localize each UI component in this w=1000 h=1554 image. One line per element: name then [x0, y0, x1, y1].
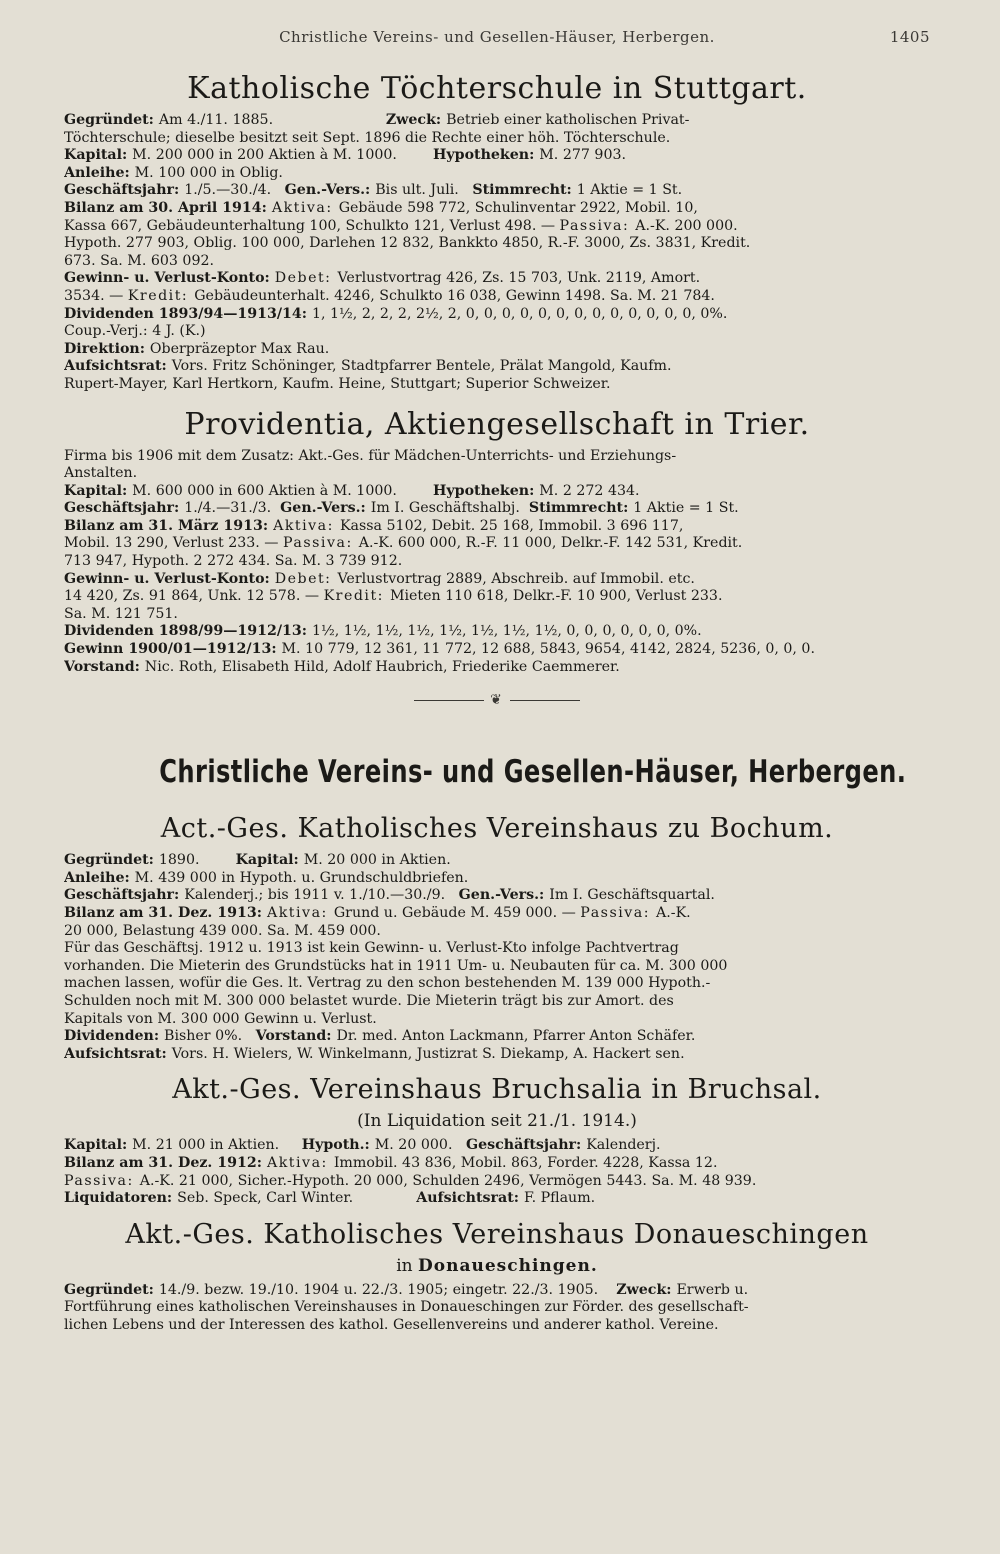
field-text: Sa. M. 121 751. [64, 605, 178, 622]
field-text: 20 000, Belastung 439 000. Sa. M. 459 000. [64, 922, 381, 939]
text-line [64, 200, 930, 218]
field-text: 713 947, Hypoth. 2 272 434. Sa. M. 3 739 912. [64, 553, 403, 570]
field-label: Kapital: [235, 852, 304, 869]
text-line [64, 270, 930, 288]
field-label: Geschäftsjahr: [64, 500, 185, 517]
field-label: Bilanz am 31. März 1913: [64, 517, 274, 534]
text-line [64, 306, 930, 324]
field-label: Direktion: [64, 340, 150, 357]
field-text: A.-K. 21 000, Sicher.-Hypoth. 20 000, Schulden 2496, Vermögen 5443. Sa. M. 48 939. [139, 1172, 757, 1189]
field-label: Aufsichtsrat: [416, 1190, 524, 1207]
field-text: 3534. — [64, 287, 128, 304]
section-title: Christliche Vereins- und Gesellen-Häuser, Herbergen. [159, 754, 907, 791]
text-line [64, 1011, 930, 1029]
text-line [64, 852, 930, 870]
field-text: 1890. [158, 852, 236, 869]
company-title: Akt.-Ges. Vereinshaus Bruchsalia in Bruchsal. [172, 1074, 822, 1106]
field-text: 673. Sa. M. 603 092. [64, 252, 215, 269]
text-line [64, 147, 930, 165]
company-title: Akt.-Ges. Katholisches Vereinshaus Donaueschingen [125, 1218, 869, 1250]
field-text: Kapitals von M. 300 000 Gewinn u. Verlust. [64, 1010, 377, 1027]
field-text: Mieten 110 618, Delkr.-F. 10 900, Verlust 233. [389, 588, 723, 605]
text-line [64, 518, 930, 536]
text-line [64, 323, 930, 341]
field-text: Bis ult. Juli. [375, 182, 473, 199]
text-line [64, 535, 930, 553]
section-ornament: ❦ [64, 692, 930, 708]
field-label: Anleihe: [64, 164, 135, 181]
spaced-label: Aktiva: [266, 905, 334, 921]
field-label: Geschäftsjahr: [64, 182, 185, 199]
field-label: Kapital: [64, 482, 133, 499]
text-line [64, 905, 930, 923]
field-label: Hypotheken: [433, 482, 540, 499]
company-entries [64, 72, 930, 676]
field-label: Bilanz am 31. Dez. 1913: [64, 905, 267, 921]
field-label: Stimmrecht: [472, 182, 577, 199]
section-company-entries [64, 812, 930, 1334]
field-text: Töchterschule; dieselbe besitzt seit Sept. 1896 die Rechte einer höh. Töchterschule. [64, 129, 671, 146]
field-label: Gewinn- u. Verlust-Konto: [64, 570, 275, 587]
field-text: A.-K. 200 000. [635, 217, 738, 234]
field-text: Im I. Geschäftsquartal. [549, 887, 715, 904]
company-entry [64, 812, 930, 1063]
text-line [64, 623, 930, 641]
company-entry [64, 408, 930, 677]
field-text: Vors. H. Wielers, W. Winkelmann, Justizrat S. Diekamp, A. Hackert sen. [171, 1045, 685, 1062]
text-line [64, 1046, 930, 1064]
text-line [64, 1155, 930, 1173]
field-label: Gegründet: [64, 112, 159, 128]
spaced-label: Kredit: [323, 588, 390, 605]
running-title: Christliche Vereins- und Gesellen-Häuser, Herbergen. [279, 28, 715, 46]
field-text: Erwerb u. [676, 1281, 749, 1298]
text-line [64, 341, 930, 359]
field-label: Liquidatoren: [64, 1190, 178, 1207]
field-label: Hypotheken: [433, 147, 540, 164]
text-line [64, 235, 930, 253]
text-line [64, 500, 930, 518]
spaced-label: Passiva: [580, 905, 657, 921]
spaced-label: Aktiva: [266, 1154, 334, 1171]
field-text: M. 100 000 in Oblig. [134, 164, 283, 181]
field-text: Seb. Speck, Carl Winter. [177, 1190, 417, 1207]
text-line [64, 182, 930, 200]
field-label: Gegründet: [64, 852, 159, 869]
field-text: M. 200 000 in 200 Aktien à M. 1000. [132, 147, 433, 164]
field-text: A.-K. [656, 905, 691, 921]
field-text: 1 Aktie = 1 St. [633, 500, 739, 517]
text-line [64, 588, 930, 606]
text-line [64, 553, 930, 571]
spaced-label: Debet: [274, 570, 338, 587]
field-text: Kalenderj.; bis 1911 v. 1./10.—30./9. [184, 887, 459, 904]
company-entry [64, 72, 930, 394]
field-text: Verlustvortrag 426, Zs. 15 703, Unk. 2119, Amort. [337, 270, 701, 287]
field-text: lichen Lebens und der Interessen des kathol. Gesellenvereins und anderer kathol. Vereine. [64, 1316, 719, 1333]
field-text: 14./9. bezw. 19./10. 1904 u. 22./3. 1905; eingetr. 22./3. 1905. [158, 1281, 617, 1298]
company-title: Katholische Töchterschule in Stuttgart. [187, 71, 807, 106]
field-text: 1./4.—31./3. [184, 500, 281, 517]
company-subtitle-prefix: in [396, 1255, 419, 1276]
field-text: Oberpräzeptor Max Rau. [149, 340, 330, 357]
field-text: Gebäude 598 772, Schulinventar 2922, Mobil. 10, [338, 199, 698, 216]
company-subtitle: (In Liquidation seit 21./1. 1914.) [357, 1111, 637, 1132]
field-text: M. 20 000 in Aktien. [303, 852, 451, 869]
field-label: Geschäftsjahr: [64, 887, 185, 904]
field-text: Verlustvortrag 2889, Abschreib. auf Immobil. etc. [337, 570, 695, 587]
field-text: Kassa 667, Gebäudeunterhaltung 100, Schulkto 121, Verlust 498. — [64, 217, 560, 234]
field-label: Dividenden 1893/94—1913/14: [64, 305, 312, 322]
text-line [64, 1190, 930, 1208]
spaced-label: Passiva: [283, 535, 359, 552]
text-line [64, 923, 930, 941]
field-text: M. 277 903. [539, 147, 627, 164]
field-text: 1./5.—30./4. [184, 182, 285, 199]
text-line [64, 358, 930, 376]
field-label: Gegründet: [64, 1281, 159, 1298]
text-line [64, 1137, 930, 1155]
field-label: Kapital: [64, 1137, 133, 1154]
field-label: Aufsichtsrat: [64, 1045, 172, 1062]
company-subtitle-place: Donaueschingen. [418, 1255, 598, 1276]
text-line [64, 465, 930, 483]
page-number: 1405 [889, 28, 930, 46]
text-line [64, 483, 930, 501]
field-text: Fortführung eines katholischen Vereinshauses in Donaueschingen zur Förder. des gesellschaft- [64, 1299, 749, 1316]
field-text: Immobil. 43 836, Mobil. 863, Forder. 4228, Kassa 12. [333, 1154, 718, 1171]
spaced-label: Aktiva: [273, 517, 340, 534]
field-text: Vors. Fritz Schöninger, Stadtpfarrer Bentele, Prälat Mangold, Kaufm. [171, 358, 672, 375]
company-title: Providentia, Aktiengesellschaft in Trier. [184, 406, 810, 442]
field-text: 1 Aktie = 1 St. [576, 182, 683, 199]
field-text: Firma bis 1906 mit dem Zusatz: Akt.-Ges. für Mädchen-Unterrichts- und Erziehungs- [64, 447, 677, 464]
text-line [64, 112, 930, 130]
field-label: Geschäftsjahr: [465, 1137, 587, 1154]
text-line [64, 993, 930, 1011]
field-text: 1, 1½, 2, 2, 2, 2½, 2, 0, 0, 0, 0, 0, 0, 0, 0, 0, 0, 0, 0, 0, 0%. [311, 305, 728, 322]
field-label: Aufsichtsrat: [64, 358, 172, 375]
field-text: Coup.-Verj.: 4 J. (K.) [64, 323, 206, 340]
text-line [64, 1317, 930, 1335]
field-label: Anleihe: [64, 869, 135, 886]
text-line [64, 130, 930, 148]
field-text: 1½, 1½, 1½, 1½, 1½, 1½, 1½, 1½, 0, 0, 0, 0, 0, 0, 0%. [311, 623, 702, 640]
text-line [64, 975, 930, 993]
text-line [64, 659, 930, 677]
field-label: Gewinn- u. Verlust-Konto: [64, 270, 275, 287]
field-text: M. 10 779, 12 361, 11 772, 12 688, 5843, 9654, 4142, 2824, 5236, 0, 0, 0. [281, 641, 815, 658]
text-line [64, 288, 930, 306]
field-label: Gen.-Vers.: [284, 182, 376, 199]
field-label: Gen.-Vers.: [280, 500, 371, 517]
field-label: Hypoth.: [301, 1137, 375, 1154]
field-text: 14 420, Zs. 91 864, Unk. 12 578. — [64, 588, 324, 605]
spaced-label: Passiva: [64, 1172, 140, 1189]
field-label: Vorstand: [64, 658, 145, 675]
field-text: M. 2 272 434. [539, 482, 640, 499]
field-label: Gewinn 1900/01—1912/13: [64, 641, 282, 658]
spaced-label: Kredit: [127, 287, 195, 304]
text-line [64, 448, 930, 466]
company-entry [64, 1073, 930, 1207]
text-line [64, 1028, 930, 1046]
company-entry [64, 1218, 930, 1335]
field-text: M. 20 000. [374, 1137, 466, 1154]
field-text: Gebäudeunterhalt. 4246, Schulkto 16 038, Gewinn 1498. Sa. M. 21 784. [194, 287, 715, 304]
field-text: Grund u. Gebäude M. 459 000. — [333, 905, 581, 921]
field-text: Bisher 0%. [164, 1028, 256, 1045]
spaced-label: Passiva: [559, 217, 636, 234]
field-text: Betrieb einer katholischen Privat- [446, 112, 690, 128]
text-line [64, 1173, 930, 1191]
field-text: Schulden noch mit M. 300 000 belastet wurde. Die Mieterin trägt bis zur Amort. des [64, 992, 674, 1009]
field-text: vorhanden. Die Mieterin des Grundstücks hat in 1911 Um- u. Neubauten für ca. M. 300 000 [64, 957, 728, 974]
field-text: Rupert-Mayer, Karl Hertkorn, Kaufm. Heine, Stuttgart; Superior Schweizer. [64, 375, 611, 392]
field-label: Stimmrecht: [528, 500, 634, 517]
text-line [64, 870, 930, 888]
company-title: Act.-Ges. Katholisches Vereinshaus zu Bochum. [160, 813, 834, 845]
spaced-label: Aktiva: [271, 199, 339, 216]
company-subtitle [64, 1256, 930, 1276]
field-text: A.-K. 600 000, R.-F. 11 000, Delkr.-F. 142 531, Kredit. [358, 535, 743, 552]
field-text: M. 439 000 in Hypoth. u. Grundschuldbriefen. [134, 869, 469, 886]
field-text: machen lassen, wofür die Ges. lt. Vertrag zu den schon bestehenden M. 139 000 Hypoth.- [64, 975, 711, 992]
field-text: Im I. Geschäftshalbj. [370, 500, 529, 517]
field-text: M. 21 000 in Aktien. [132, 1137, 302, 1154]
field-label: Dividenden: [64, 1028, 165, 1045]
text-line [64, 165, 930, 183]
field-label: Dividenden 1898/99—1912/13: [64, 623, 312, 640]
text-line [64, 1299, 930, 1317]
text-line [64, 218, 930, 236]
field-text: Für das Geschäftsj. 1912 u. 1913 ist kein Gewinn- u. Verlust-Kto infolge Pachtvertrag [64, 940, 679, 957]
text-line [64, 641, 930, 659]
text-line [64, 376, 930, 394]
field-text: F. Pflaum. [523, 1190, 596, 1207]
spaced-label: Debet: [274, 270, 338, 287]
field-label: Gen.-Vers.: [458, 887, 550, 904]
field-text: Am 4./11. 1885. [158, 112, 386, 128]
text-line [64, 958, 930, 976]
text-line [64, 940, 930, 958]
text-line [64, 253, 930, 271]
text-line [64, 1282, 930, 1300]
field-text: Anstalten. [64, 465, 138, 482]
text-line [64, 571, 930, 589]
field-text: Mobil. 13 290, Verlust 233. — [64, 535, 283, 552]
field-label: Zweck: [616, 1281, 677, 1298]
running-head [64, 28, 930, 58]
field-label: Kapital: [64, 147, 133, 164]
field-label: Bilanz am 31. Dez. 1912: [64, 1154, 267, 1171]
field-text: Nic. Roth, Elisabeth Hild, Adolf Haubrich, Friederike Caemmerer. [144, 658, 620, 675]
field-label: Vorstand: [255, 1028, 337, 1045]
text-line [64, 606, 930, 624]
field-label: Zweck: [385, 112, 447, 128]
field-text: Hypoth. 277 903, Oblig. 100 000, Darlehen 12 832, Bankkto 4850, R.-F. 3000, Zs. 3831, Kredit. [64, 235, 751, 252]
field-text: M. 600 000 in 600 Aktien à M. 1000. [132, 482, 433, 499]
text-line [64, 887, 930, 905]
field-text: Kassa 5102, Debit. 25 168, Immobil. 3 696 117, [339, 517, 684, 534]
field-text: Kalenderj. [586, 1137, 661, 1154]
field-text: Dr. med. Anton Lackmann, Pfarrer Anton Schäfer. [336, 1028, 696, 1045]
field-label: Bilanz am 30. April 1914: [64, 199, 272, 216]
